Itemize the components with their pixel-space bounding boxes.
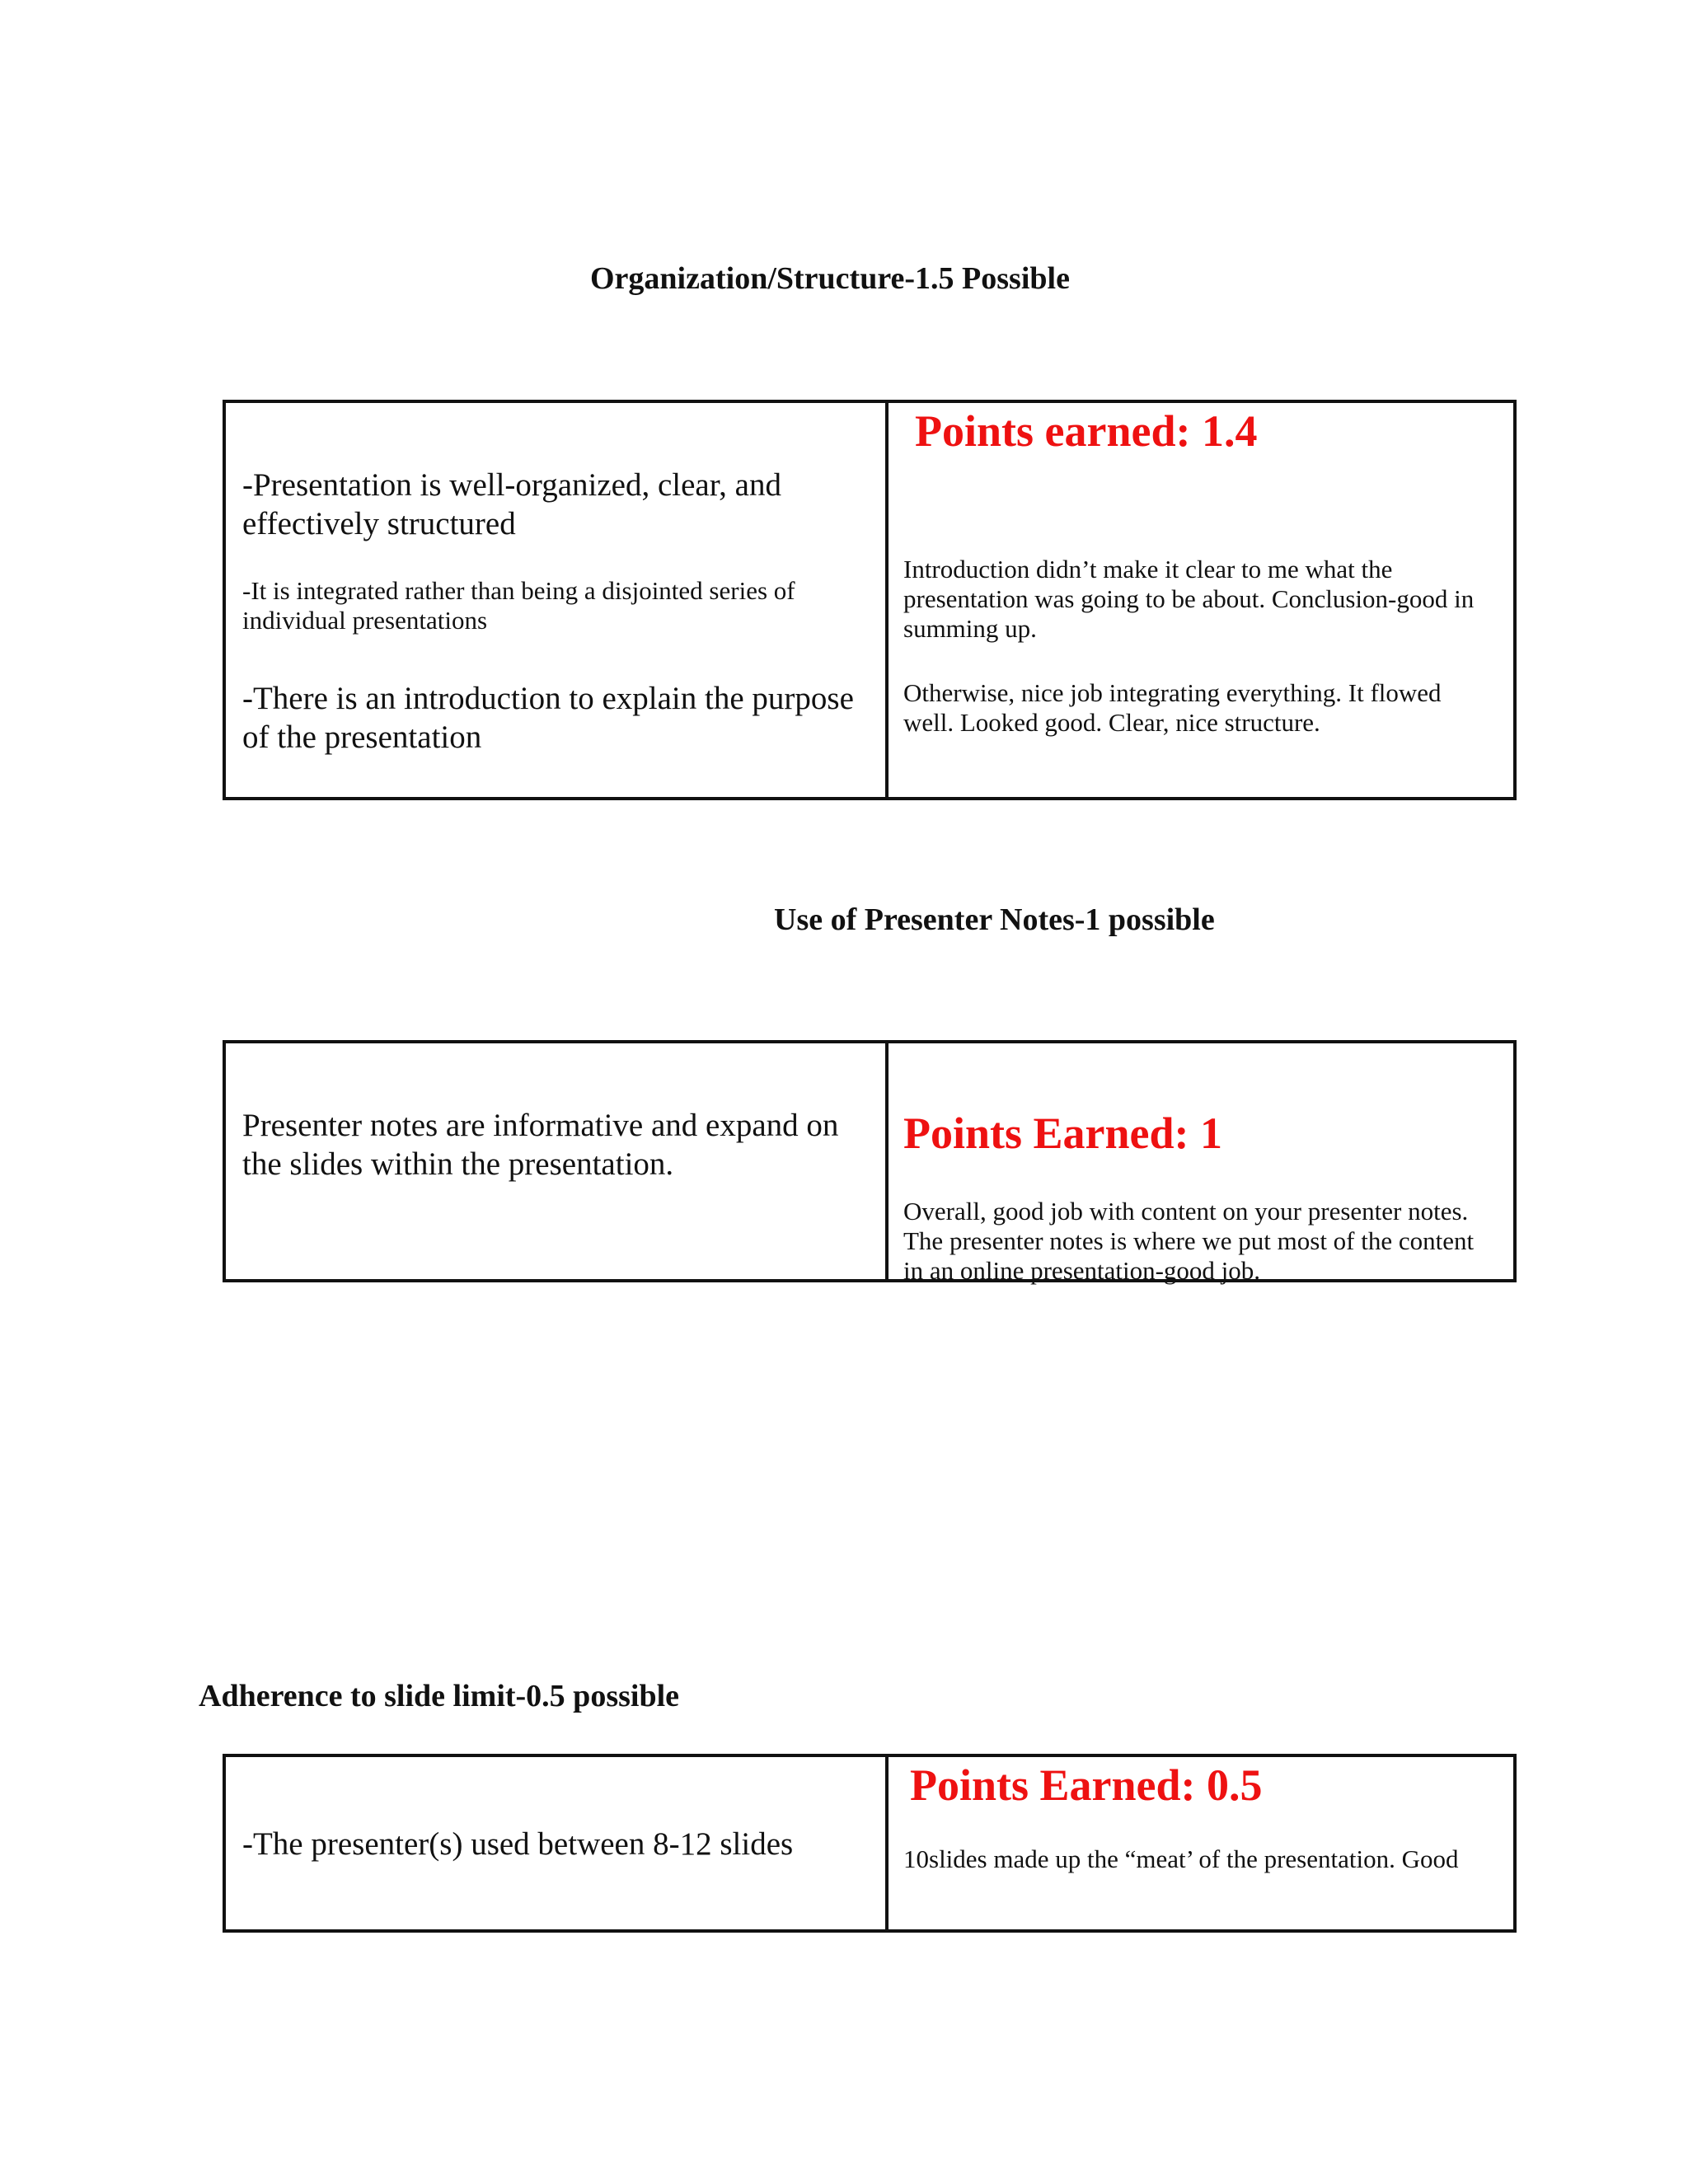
criterion-text: -Presentation is well-organized, clear, and effectively structured [242,467,781,541]
points-earned-label: Points earned: 1.4 [915,406,1258,456]
points-cell [887,1755,1515,1931]
points-earned-label: Points Earned: 1 [903,1108,1223,1158]
criterion-text: -There is an introduction to explain the purpose of the presentation [242,681,854,755]
rubric-table-organization [223,400,1517,800]
section-heading-organization: Organization/Structure-1.5 Possible [590,261,1070,296]
rubric-table-slide-limit [223,1754,1517,1933]
criteria-cell [224,401,887,799]
criteria-cell [224,1042,887,1281]
criterion-text: -It is integrated rather than being a disjointed series of individual presentations [242,576,795,635]
grader-comment: Introduction didn’t make it clear to me what the presentation was going to be about. Conclusion-good in summing up. [903,555,1475,643]
grader-comment: 10slides made up the “meat’ of the presentation. Good [903,1844,1459,1873]
grader-comment: Otherwise, nice job integrating everything. It flowed well. Looked good. Clear, nice structure. [903,678,1442,737]
rubric-table-presenter-notes [223,1040,1517,1285]
section-heading-presenter-notes: Use of Presenter Notes-1 possible [774,902,1215,937]
points-cell [887,1042,1515,1285]
grader-comment: Overall, good job with content on your presenter notes. The presenter notes is where we put most of the content in an online presentation-good job. [903,1197,1475,1285]
criterion-text: -The presenter(s) used between 8-12 slides [242,1826,794,1862]
section-heading-slide-limit: Adherence to slide limit-0.5 possible [199,1679,680,1713]
criterion-text: Presenter notes are informative and expand on the slides within the presentation. [242,1108,839,1182]
points-cell [887,401,1515,799]
criteria-cell [224,1755,887,1931]
points-earned-label: Points Earned: 0.5 [910,1760,1263,1810]
